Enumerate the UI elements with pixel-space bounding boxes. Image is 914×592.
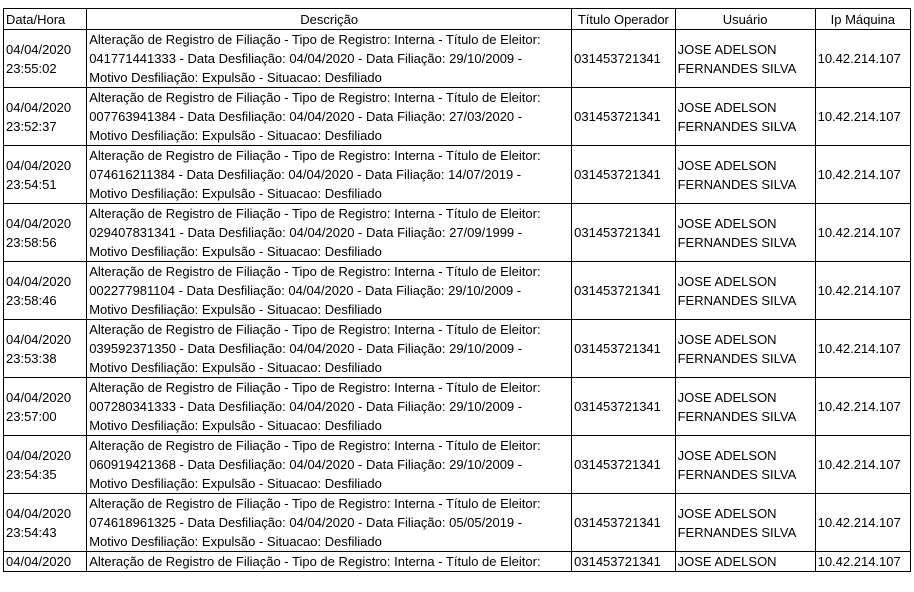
cell-operator-title <box>572 494 675 552</box>
cell-ip-line: 10.42.214.107 <box>817 515 901 530</box>
cell-user-line: FERNANDES SILVA <box>677 292 797 308</box>
cell-description <box>87 378 572 436</box>
cell-date-time-line: 23:55:02 <box>6 60 57 76</box>
cell-description-line: 060919421368 - Data Desfiliação: 04/04/2020 - Data Filiação: 29/10/2009 - <box>89 457 523 472</box>
cell-date-time-line: 04/04/2020 <box>6 41 72 57</box>
cell-description-line: 074618961325 - Data Desfiliação: 04/04/2020 - Data Filiação: 05/05/2019 - <box>89 515 523 530</box>
cell-ip <box>815 146 910 204</box>
cell-date-time-line: 23:54:51 <box>6 176 57 192</box>
cell-date-time-line: 04/04/2020 <box>6 273 72 289</box>
cell-operator-title <box>572 30 675 88</box>
table-body <box>4 30 911 572</box>
cell-description-line: Motivo Desfiliação: Expulsão - Situacao: Desfiliado <box>89 186 382 201</box>
cell-description <box>87 494 572 552</box>
cell-operator-title <box>572 378 675 436</box>
cell-user <box>675 552 815 572</box>
cell-ip-line: 10.42.214.107 <box>817 51 901 66</box>
cell-user-line: FERNANDES SILVA <box>677 524 797 540</box>
cell-user <box>675 88 815 146</box>
table-row <box>4 494 911 552</box>
cell-operator-title <box>572 320 675 378</box>
cell-user <box>675 436 815 494</box>
cell-ip-line: 10.42.214.107 <box>817 225 901 240</box>
cell-ip <box>815 88 910 146</box>
cell-ip <box>815 494 910 552</box>
cell-ip <box>815 262 910 320</box>
cell-operator-title-line: 031453721341 <box>574 167 661 182</box>
cell-description-line: Alteração de Registro de Filiação - Tipo de Registro: Interna - Título de Eleitor: <box>89 496 541 511</box>
cell-date-time-line: 04/04/2020 <box>6 447 72 463</box>
cell-operator-title-line: 031453721341 <box>574 457 661 472</box>
cell-description <box>87 436 572 494</box>
table-row <box>4 204 911 262</box>
cell-date-time <box>4 378 87 436</box>
cell-user <box>675 262 815 320</box>
cell-user <box>675 204 815 262</box>
cell-operator-title-line: 031453721341 <box>574 225 661 240</box>
cell-description-line: 007763941384 - Data Desfiliação: 04/04/2020 - Data Filiação: 27/03/2020 - <box>89 109 523 124</box>
cell-ip <box>815 378 910 436</box>
cell-description-line: Motivo Desfiliação: Expulsão - Situacao: Desfiliado <box>89 534 382 549</box>
cell-user-line: FERNANDES SILVA <box>677 350 797 366</box>
cell-description-line: Alteração de Registro de Filiação - Tipo de Registro: Interna - Título de Eleitor: <box>89 32 541 47</box>
cell-user-line: FERNANDES SILVA <box>677 118 797 134</box>
column-header-date: Data/Hora <box>4 9 87 30</box>
cell-description <box>87 88 572 146</box>
cell-user-line: JOSE ADELSON <box>677 157 777 173</box>
cell-ip <box>815 552 910 572</box>
cell-description-line: Alteração de Registro de Filiação - Tipo de Registro: Interna - Título de Eleitor: <box>89 438 541 453</box>
cell-user-line: JOSE ADELSON <box>677 331 777 347</box>
cell-ip <box>815 204 910 262</box>
cell-user <box>675 146 815 204</box>
cell-operator-title <box>572 204 675 262</box>
cell-user-line: FERNANDES SILVA <box>677 60 797 76</box>
cell-ip-line: 10.42.214.107 <box>817 341 901 356</box>
cell-date-time-line: 23:58:46 <box>6 292 57 308</box>
cell-user-line: FERNANDES SILVA <box>677 234 797 250</box>
cell-description <box>87 552 572 572</box>
cell-user-line: JOSE ADELSON <box>677 447 777 463</box>
cell-date-time-line: 23:54:35 <box>6 466 57 482</box>
cell-operator-title <box>572 436 675 494</box>
cell-date-time <box>4 204 87 262</box>
cell-user-line: JOSE ADELSON <box>677 505 777 521</box>
cell-date-time-line: 04/04/2020 <box>6 554 72 569</box>
cell-operator-title-line: 031453721341 <box>574 51 661 66</box>
cell-date-time-line: 04/04/2020 <box>6 157 72 173</box>
cell-description-line: Alteração de Registro de Filiação - Tipo de Registro: Interna - Título de Eleitor: <box>89 554 541 569</box>
column-header-user: Usuário <box>675 9 815 30</box>
column-header-description: Descrição <box>87 9 572 30</box>
cell-user-line: JOSE ADELSON <box>677 554 777 569</box>
cell-operator-title-line: 031453721341 <box>574 283 661 298</box>
cell-description <box>87 204 572 262</box>
cell-description-line: Motivo Desfiliação: Expulsão - Situacao: Desfiliado <box>89 418 382 433</box>
cell-date-time <box>4 494 87 552</box>
cell-date-time <box>4 262 87 320</box>
table-row <box>4 30 911 88</box>
cell-description <box>87 320 572 378</box>
cell-operator-title <box>572 88 675 146</box>
cell-description-line: 002277981104 - Data Desfiliação: 04/04/2020 - Data Filiação: 29/10/2009 - <box>89 283 522 298</box>
cell-user-line: JOSE ADELSON <box>677 389 777 405</box>
cell-date-time <box>4 88 87 146</box>
table-row <box>4 88 911 146</box>
cell-ip-line: 10.42.214.107 <box>817 167 901 182</box>
cell-description-line: Motivo Desfiliação: Expulsão - Situacao: Desfiliado <box>89 244 382 259</box>
table-row <box>4 262 911 320</box>
cell-ip-line: 10.42.214.107 <box>817 399 901 414</box>
cell-description-line: 029407831341 - Data Desfiliação: 04/04/2020 - Data Filiação: 27/09/1999 - <box>89 225 523 240</box>
cell-ip <box>815 436 910 494</box>
table-row <box>4 320 911 378</box>
cell-date-time-line: 04/04/2020 <box>6 215 72 231</box>
cell-date-time-line: 23:54:43 <box>6 524 57 540</box>
cell-user-line: FERNANDES SILVA <box>677 466 797 482</box>
cell-ip <box>815 320 910 378</box>
cell-user-line: FERNANDES SILVA <box>677 176 797 192</box>
cell-user-line: JOSE ADELSON <box>677 41 777 57</box>
cell-description-line: Alteração de Registro de Filiação - Tipo de Registro: Interna - Título de Eleitor: <box>89 380 541 395</box>
cell-description-line: 007280341333 - Data Desfiliação: 04/04/2020 - Data Filiação: 29/10/2009 - <box>89 399 523 414</box>
cell-date-time <box>4 436 87 494</box>
cell-date-time-line: 23:57:00 <box>6 408 57 424</box>
cell-user <box>675 378 815 436</box>
cell-operator-title-line: 031453721341 <box>574 554 661 569</box>
cell-user <box>675 320 815 378</box>
cell-description-line: 074616211384 - Data Desfiliação: 04/04/2020 - Data Filiação: 14/07/2019 - <box>89 167 522 182</box>
cell-date-time-line: 23:53:38 <box>6 350 57 366</box>
cell-user-line: JOSE ADELSON <box>677 273 777 289</box>
cell-description <box>87 146 572 204</box>
cell-user-line: JOSE ADELSON <box>677 99 777 115</box>
cell-date-time-line: 04/04/2020 <box>6 99 72 115</box>
cell-user <box>675 30 815 88</box>
cell-user-line: JOSE ADELSON <box>677 215 777 231</box>
cell-date-time-line: 23:52:37 <box>6 118 57 134</box>
cell-description-line: Alteração de Registro de Filiação - Tipo de Registro: Interna - Título de Eleitor: <box>89 206 541 221</box>
cell-operator-title <box>572 146 675 204</box>
table-row <box>4 146 911 204</box>
cell-description-line: 041771441333 - Data Desfiliação: 04/04/2020 - Data Filiação: 29/10/2009 - <box>89 51 523 66</box>
cell-description-line: Alteração de Registro de Filiação - Tipo de Registro: Interna - Título de Eleitor: <box>89 264 541 279</box>
cell-description-line: Motivo Desfiliação: Expulsão - Situacao: Desfiliado <box>89 360 382 375</box>
cell-user <box>675 494 815 552</box>
table-row-partial <box>4 552 911 572</box>
cell-description <box>87 30 572 88</box>
column-header-operator-title: Título Operador <box>572 9 675 30</box>
table-row <box>4 378 911 436</box>
cell-operator-title <box>572 552 675 572</box>
cell-description-line: 039592371350 - Data Desfiliação: 04/04/2020 - Data Filiação: 29/10/2009 - <box>89 341 523 356</box>
cell-operator-title-line: 031453721341 <box>574 399 661 414</box>
cell-ip-line: 10.42.214.107 <box>817 283 901 298</box>
filiation-log-table <box>3 8 911 572</box>
cell-date-time <box>4 552 87 572</box>
cell-ip-line: 10.42.214.107 <box>817 554 901 569</box>
cell-description-line: Alteração de Registro de Filiação - Tipo de Registro: Interna - Título de Eleitor: <box>89 322 541 337</box>
cell-operator-title-line: 031453721341 <box>574 341 661 356</box>
cell-date-time-line: 04/04/2020 <box>6 389 72 405</box>
cell-date-time-line: 04/04/2020 <box>6 331 72 347</box>
cell-date-time-line: 23:58:56 <box>6 234 57 250</box>
cell-ip-line: 10.42.214.107 <box>817 109 901 124</box>
table-header-row <box>4 9 911 30</box>
cell-description-line: Motivo Desfiliação: Expulsão - Situacao: Desfiliado <box>89 128 382 143</box>
cell-description <box>87 262 572 320</box>
cell-description-line: Motivo Desfiliação: Expulsão - Situacao: Desfiliado <box>89 476 382 491</box>
column-header-ip: Ip Máquina <box>815 9 910 30</box>
cell-user-line: FERNANDES SILVA <box>677 408 797 424</box>
cell-ip <box>815 30 910 88</box>
cell-date-time-line: 04/04/2020 <box>6 505 72 521</box>
cell-description-line: Motivo Desfiliação: Expulsão - Situacao: Desfiliado <box>89 70 382 85</box>
table-row <box>4 436 911 494</box>
cell-description-line: Motivo Desfiliação: Expulsão - Situacao: Desfiliado <box>89 302 382 317</box>
cell-operator-title-line: 031453721341 <box>574 515 661 530</box>
cell-date-time <box>4 30 87 88</box>
cell-description-line: Alteração de Registro de Filiação - Tipo de Registro: Interna - Título de Eleitor: <box>89 148 541 163</box>
cell-operator-title <box>572 262 675 320</box>
cell-operator-title-line: 031453721341 <box>574 109 661 124</box>
cell-ip-line: 10.42.214.107 <box>817 457 901 472</box>
cell-date-time <box>4 146 87 204</box>
cell-date-time <box>4 320 87 378</box>
cell-description-line: Alteração de Registro de Filiação - Tipo de Registro: Interna - Título de Eleitor: <box>89 90 541 105</box>
